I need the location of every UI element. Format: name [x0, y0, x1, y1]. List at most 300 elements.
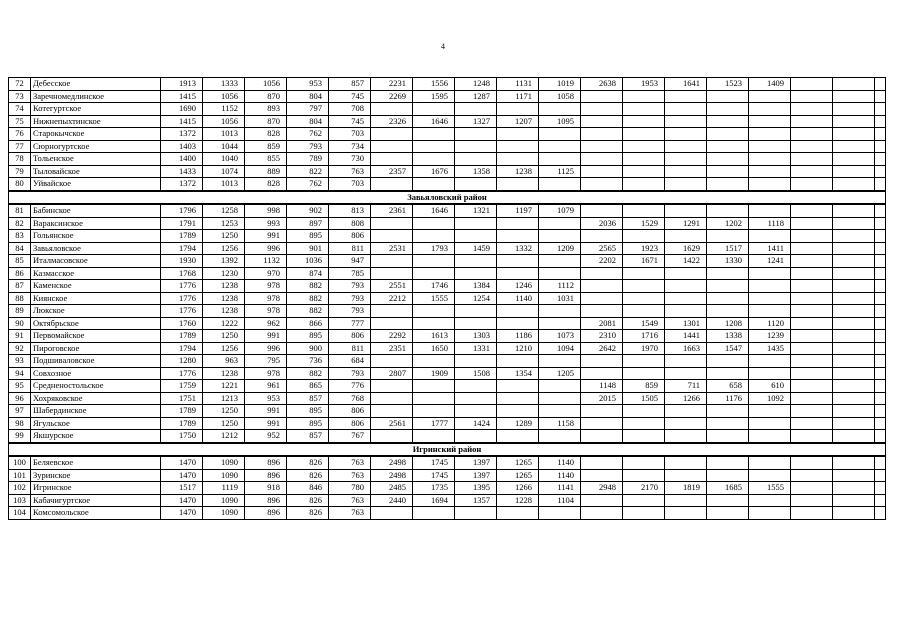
value-cell [791, 103, 833, 116]
value-cell: 789 [287, 153, 329, 166]
value-cell [623, 153, 665, 166]
table-row [9, 267, 886, 280]
value-cell: 1239 [749, 330, 791, 343]
value-cell [875, 292, 886, 305]
value-cell: 1176 [707, 392, 749, 405]
settlement-name: Нижнепыхтинское [31, 115, 161, 128]
value-cell [581, 103, 623, 116]
value-cell [623, 128, 665, 141]
value-cell: 610 [749, 380, 791, 393]
value-cell [665, 90, 707, 103]
value-cell [539, 103, 581, 116]
value-cell [413, 355, 455, 368]
value-cell [371, 305, 413, 318]
value-cell: 1256 [203, 242, 245, 255]
value-cell [413, 317, 455, 330]
value-cell [371, 128, 413, 141]
value-cell [833, 342, 875, 355]
value-cell [791, 217, 833, 230]
value-cell: 857 [287, 430, 329, 443]
row-number: 77 [9, 140, 31, 153]
value-cell: 777 [329, 317, 371, 330]
value-cell [749, 115, 791, 128]
value-cell: 1422 [665, 255, 707, 268]
value-cell: 1095 [539, 115, 581, 128]
value-cell [413, 217, 455, 230]
value-cell [833, 469, 875, 482]
value-cell: 1470 [161, 456, 203, 469]
value-cell [665, 178, 707, 191]
value-cell: 1794 [161, 242, 203, 255]
value-cell: 1789 [161, 417, 203, 430]
value-cell [749, 469, 791, 482]
value-cell [413, 178, 455, 191]
value-cell: 870 [245, 115, 287, 128]
value-cell: 1470 [161, 469, 203, 482]
value-cell: 1776 [161, 367, 203, 380]
value-cell [875, 267, 886, 280]
value-cell: 2292 [371, 330, 413, 343]
value-cell [875, 280, 886, 293]
district-title: Игринский район [9, 443, 886, 457]
value-cell [791, 342, 833, 355]
value-cell [749, 280, 791, 293]
value-cell [581, 417, 623, 430]
row-number: 84 [9, 242, 31, 255]
value-cell [413, 255, 455, 268]
value-cell: 1171 [497, 90, 539, 103]
settlement-name: Пироговское [31, 342, 161, 355]
value-cell: 859 [623, 380, 665, 393]
row-number: 102 [9, 482, 31, 495]
value-cell [581, 140, 623, 153]
value-cell: 811 [329, 242, 371, 255]
settlement-name: Вараксинское [31, 217, 161, 230]
value-cell: 991 [245, 230, 287, 243]
value-cell [455, 255, 497, 268]
value-cell: 1090 [203, 469, 245, 482]
value-cell: 730 [329, 153, 371, 166]
value-cell [749, 90, 791, 103]
value-cell: 793 [329, 305, 371, 318]
value-cell [581, 204, 623, 217]
value-cell [875, 367, 886, 380]
value-cell [665, 140, 707, 153]
value-cell: 806 [329, 417, 371, 430]
value-cell [581, 153, 623, 166]
value-cell [749, 103, 791, 116]
value-cell [623, 355, 665, 368]
value-cell [371, 230, 413, 243]
value-cell [707, 103, 749, 116]
value-cell: 1409 [749, 78, 791, 91]
value-cell: 1694 [413, 494, 455, 507]
value-cell [497, 305, 539, 318]
value-cell [539, 178, 581, 191]
table-row [9, 494, 886, 507]
table-row [9, 342, 886, 355]
value-cell [413, 230, 455, 243]
value-cell: 866 [287, 317, 329, 330]
value-cell [665, 367, 707, 380]
value-cell [707, 178, 749, 191]
value-cell: 2081 [581, 317, 623, 330]
row-number: 100 [9, 456, 31, 469]
row-number: 98 [9, 417, 31, 430]
value-cell: 1613 [413, 330, 455, 343]
value-cell [665, 103, 707, 116]
value-cell: 882 [287, 280, 329, 293]
value-cell [833, 255, 875, 268]
value-cell: 822 [287, 165, 329, 178]
value-cell [581, 115, 623, 128]
value-cell [791, 330, 833, 343]
value-cell: 1685 [707, 482, 749, 495]
district-title: Завьяловский район [9, 191, 886, 205]
value-cell: 857 [329, 78, 371, 91]
value-cell [875, 90, 886, 103]
value-cell [833, 305, 875, 318]
value-cell [833, 367, 875, 380]
value-cell: 895 [287, 405, 329, 418]
value-cell: 1280 [161, 355, 203, 368]
value-cell [707, 305, 749, 318]
value-cell [833, 380, 875, 393]
value-cell [455, 267, 497, 280]
value-cell: 2807 [371, 367, 413, 380]
row-number: 80 [9, 178, 31, 191]
value-cell: 1013 [203, 178, 245, 191]
value-cell: 1793 [413, 242, 455, 255]
value-cell: 2561 [371, 417, 413, 430]
value-cell: 1735 [413, 482, 455, 495]
table-row [9, 417, 886, 430]
value-cell [497, 103, 539, 116]
row-number: 72 [9, 78, 31, 91]
value-cell [455, 405, 497, 418]
value-cell [539, 305, 581, 318]
value-cell [581, 494, 623, 507]
value-cell [581, 267, 623, 280]
table-row [9, 153, 886, 166]
value-cell: 2212 [371, 292, 413, 305]
value-cell [833, 230, 875, 243]
value-cell: 1549 [623, 317, 665, 330]
value-cell: 826 [287, 507, 329, 520]
table-row [9, 230, 886, 243]
value-cell [791, 317, 833, 330]
row-number: 89 [9, 305, 31, 318]
value-cell [707, 165, 749, 178]
value-cell [413, 430, 455, 443]
value-cell [875, 507, 886, 520]
settlement-name: Котегуртское [31, 103, 161, 116]
value-cell: 1776 [161, 280, 203, 293]
value-cell [833, 317, 875, 330]
settlement-name: Якшурское [31, 430, 161, 443]
value-cell [623, 430, 665, 443]
value-cell: 1395 [455, 482, 497, 495]
value-cell: 1923 [623, 242, 665, 255]
value-cell: 895 [287, 417, 329, 430]
value-cell: 2948 [581, 482, 623, 495]
tariff-table [8, 77, 886, 520]
value-cell [539, 140, 581, 153]
value-cell [707, 456, 749, 469]
value-cell: 1141 [539, 482, 581, 495]
value-cell: 1676 [413, 165, 455, 178]
value-cell [581, 128, 623, 141]
value-cell [791, 392, 833, 405]
value-cell [749, 367, 791, 380]
row-number: 79 [9, 165, 31, 178]
value-cell: 865 [287, 380, 329, 393]
value-cell: 828 [245, 178, 287, 191]
settlement-name: Кабачигуртское [31, 494, 161, 507]
value-cell [371, 255, 413, 268]
table-row [9, 280, 886, 293]
table-row [9, 217, 886, 230]
value-cell [539, 507, 581, 520]
value-cell [833, 204, 875, 217]
value-cell: 1372 [161, 178, 203, 191]
value-cell [791, 355, 833, 368]
value-cell [875, 78, 886, 91]
value-cell [833, 417, 875, 430]
value-cell [833, 90, 875, 103]
value-cell: 1250 [203, 230, 245, 243]
value-cell: 1555 [413, 292, 455, 305]
value-cell: 826 [287, 494, 329, 507]
value-cell: 1058 [539, 90, 581, 103]
value-cell [875, 165, 886, 178]
value-cell [707, 90, 749, 103]
value-cell: 813 [329, 204, 371, 217]
value-cell [371, 153, 413, 166]
settlement-name: Сюрногуртское [31, 140, 161, 153]
value-cell [833, 115, 875, 128]
value-cell [791, 456, 833, 469]
value-cell [455, 380, 497, 393]
value-cell: 970 [245, 267, 287, 280]
table-row [9, 204, 886, 217]
value-cell [833, 153, 875, 166]
value-cell: 1248 [455, 78, 497, 91]
value-cell: 785 [329, 267, 371, 280]
value-cell [539, 128, 581, 141]
row-number: 91 [9, 330, 31, 343]
value-cell: 1505 [623, 392, 665, 405]
value-cell [707, 140, 749, 153]
table-row [9, 78, 886, 91]
value-cell [875, 482, 886, 495]
value-cell [539, 430, 581, 443]
value-cell [707, 204, 749, 217]
value-cell: 882 [287, 367, 329, 380]
row-number: 101 [9, 469, 31, 482]
value-cell: 1435 [749, 342, 791, 355]
value-cell [497, 267, 539, 280]
value-cell: 1470 [161, 507, 203, 520]
value-cell [581, 367, 623, 380]
value-cell [875, 103, 886, 116]
value-cell [749, 267, 791, 280]
value-cell: 1140 [539, 456, 581, 469]
value-cell: 1213 [203, 392, 245, 405]
value-cell: 947 [329, 255, 371, 268]
value-cell [791, 430, 833, 443]
value-cell: 1266 [665, 392, 707, 405]
value-cell: 1641 [665, 78, 707, 91]
row-number: 87 [9, 280, 31, 293]
row-number: 78 [9, 153, 31, 166]
value-cell [371, 355, 413, 368]
value-cell [833, 267, 875, 280]
value-cell: 2551 [371, 280, 413, 293]
value-cell [623, 280, 665, 293]
value-cell: 2015 [581, 392, 623, 405]
value-cell [749, 405, 791, 418]
value-cell [749, 430, 791, 443]
district-header-row [9, 191, 886, 205]
row-number: 103 [9, 494, 31, 507]
value-cell [413, 392, 455, 405]
value-cell [833, 456, 875, 469]
value-cell: 793 [287, 140, 329, 153]
value-cell [665, 292, 707, 305]
value-cell [791, 153, 833, 166]
value-cell [497, 230, 539, 243]
value-cell [665, 280, 707, 293]
value-cell [833, 103, 875, 116]
value-cell [749, 230, 791, 243]
value-cell: 736 [287, 355, 329, 368]
value-cell [371, 405, 413, 418]
value-cell: 1056 [245, 78, 287, 91]
settlement-name: Люкское [31, 305, 161, 318]
value-cell: 1791 [161, 217, 203, 230]
table-row [9, 469, 886, 482]
value-cell [371, 103, 413, 116]
value-cell: 1392 [203, 255, 245, 268]
value-cell [875, 494, 886, 507]
value-cell: 1301 [665, 317, 707, 330]
value-cell [875, 153, 886, 166]
value-cell [539, 230, 581, 243]
value-cell [371, 317, 413, 330]
value-cell [707, 280, 749, 293]
value-cell: 1508 [455, 367, 497, 380]
value-cell: 1555 [749, 482, 791, 495]
value-cell: 874 [287, 267, 329, 280]
value-cell [497, 317, 539, 330]
settlement-name: Беляевское [31, 456, 161, 469]
value-cell: 1222 [203, 317, 245, 330]
value-cell [413, 140, 455, 153]
settlement-name: Хохряковское [31, 392, 161, 405]
value-cell [791, 165, 833, 178]
value-cell [413, 267, 455, 280]
value-cell [371, 507, 413, 520]
value-cell [497, 430, 539, 443]
settlement-name: Совхозное [31, 367, 161, 380]
value-cell [623, 165, 665, 178]
value-cell [371, 217, 413, 230]
value-cell: 1266 [497, 482, 539, 495]
value-cell [875, 115, 886, 128]
value-cell: 2351 [371, 342, 413, 355]
value-cell: 978 [245, 280, 287, 293]
value-cell: 857 [287, 392, 329, 405]
value-cell: 1930 [161, 255, 203, 268]
value-cell: 870 [245, 90, 287, 103]
settlement-name: Италмасовское [31, 255, 161, 268]
value-cell: 998 [245, 204, 287, 217]
value-cell: 1210 [497, 342, 539, 355]
value-cell: 1152 [203, 103, 245, 116]
value-cell: 1258 [203, 204, 245, 217]
value-cell: 1746 [413, 280, 455, 293]
value-cell: 1246 [497, 280, 539, 293]
value-cell: 962 [245, 317, 287, 330]
value-cell [707, 494, 749, 507]
row-number: 90 [9, 317, 31, 330]
row-number: 86 [9, 267, 31, 280]
value-cell: 1079 [539, 204, 581, 217]
value-cell [875, 456, 886, 469]
value-cell [791, 469, 833, 482]
value-cell: 1238 [203, 280, 245, 293]
value-cell: 708 [329, 103, 371, 116]
value-cell [539, 405, 581, 418]
value-cell: 1265 [497, 469, 539, 482]
value-cell: 1013 [203, 128, 245, 141]
value-cell: 1230 [203, 267, 245, 280]
value-cell: 1241 [749, 255, 791, 268]
value-cell [875, 204, 886, 217]
value-cell: 2269 [371, 90, 413, 103]
value-cell: 1716 [623, 330, 665, 343]
value-cell: 1056 [203, 90, 245, 103]
value-cell [875, 128, 886, 141]
value-cell [791, 204, 833, 217]
value-cell: 855 [245, 153, 287, 166]
row-number: 75 [9, 115, 31, 128]
value-cell [791, 255, 833, 268]
table-row [9, 330, 886, 343]
value-cell [497, 128, 539, 141]
table-row [9, 430, 886, 443]
table-row [9, 165, 886, 178]
value-cell: 768 [329, 392, 371, 405]
value-cell: 1287 [455, 90, 497, 103]
value-cell [497, 405, 539, 418]
value-cell [707, 355, 749, 368]
settlement-name: Бабинское [31, 204, 161, 217]
value-cell [455, 128, 497, 141]
value-cell: 703 [329, 128, 371, 141]
value-cell [749, 494, 791, 507]
value-cell: 1529 [623, 217, 665, 230]
value-cell [707, 267, 749, 280]
value-cell: 806 [329, 230, 371, 243]
value-cell: 1158 [539, 417, 581, 430]
value-cell [455, 355, 497, 368]
value-cell: 953 [287, 78, 329, 91]
value-cell: 1256 [203, 342, 245, 355]
value-cell [581, 165, 623, 178]
value-cell: 734 [329, 140, 371, 153]
